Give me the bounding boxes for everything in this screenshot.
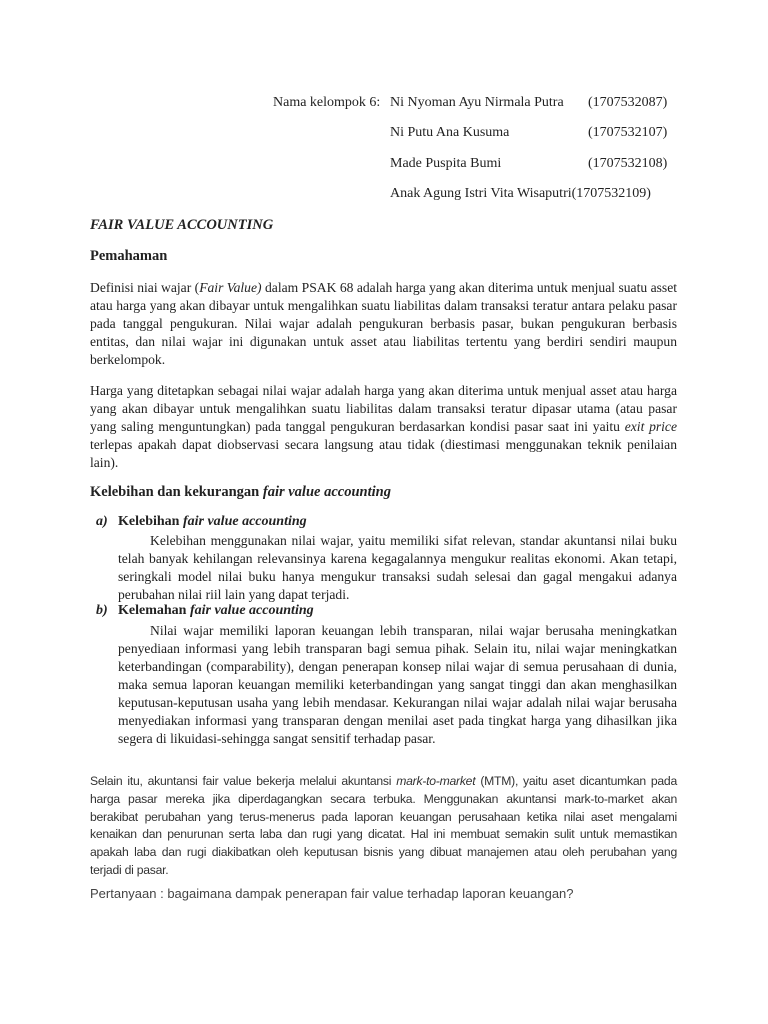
member-id: (1707532109) (571, 186, 651, 201)
member-id: (1707532107) (588, 125, 668, 140)
member-name: Ni Putu Ana Kusuma (390, 125, 510, 140)
group-label: Nama kelompok 6: (273, 95, 381, 110)
member-name: Ni Nyoman Ayu Nirmala Putra (390, 95, 564, 110)
section-heading: Pemahaman (90, 248, 168, 264)
paragraph-mark-to-market: Selain itu, akuntansi fair value bekerja melalui akuntansi mark-to-market (MTM), yaitu aset dicantumkan pada harga pasar mereka jika diperdagangkan secara terbuka. Menggunakan akuntansi mark-to-market akan berakibat perubahan yang terus-menerus pada laporan keuangan perusahaan ketika nilai aset mengalami kenaikan dan penurunan serta laba dan rugi yang dicatat. Hal ini membuat semakin sulit untuk memastikan apakah laba dan rugi diakibatkan oleh keputusan bisnis yang dibuat manajemen atau oleh perubahan yang terjadi di pasar. (90, 774, 677, 877)
subheading-weaknesses: b) Kelemahan fair value accounting (96, 603, 314, 618)
paragraph-definition: Definisi niai wajar (Fair Value) dalam PSAK 68 adalah harga yang akan diterima untuk menjual suatu asset atau harga yang akan dibayar untuk mengalihkan suatu liabilitas dalam transaksi teratur antara pelaku pasar pada tanggal pengukuran. Nilai wajar adalah pengukuran berbasis pasar, bukan pengukuran berbasis entitas, dan nilai wajar ini digunakan untuk asset atau liabilitas tertentu yang berdiri sendiri maupun berkelompok. (90, 280, 677, 367)
paragraph-price: Harga yang ditetapkan sebagai nilai wajar adalah harga yang akan diterima untuk menjual asset atau harga yang akan dibayar untuk mengalihkan suatu liabilitas dalam transaksi teratur dipasar utama (atau pasar yang saling menguntungkan) pada tanggal pengukuran berdasarkan kondisi pasar saat ini yaitu exit price terlepas apakah dapat diobservasi secara langsung atau tidak (diestimasi menggunakan teknik penilaian lain). (90, 383, 678, 470)
question-text: Pertanyaan : bagaimana dampak penerapan fair value terhadap laporan keuangan? (90, 886, 574, 901)
member-id: (1707532087) (588, 95, 668, 110)
document-title: FAIR VALUE ACCOUNTING (90, 217, 274, 233)
subheading-advantages: a) Kelebihan fair value accounting (96, 514, 307, 529)
paragraph-weaknesses: Nilai wajar memiliki laporan keuangan lebih transparan, nilai wajar berusaha meningkatkan penyediaan informasi yang lebih transparan bagi semua pihak. Selain itu, nilai wajar meningkatkan keterbandingan (comparability), dengan penerapan konsep nilai wajar di semua perusahaan di dunia, maka semua laporan keuangan memiliki keterbandingan yang sangat tinggi dan akan menghasilkan keputusan-keputusan usaha yang lebih mendasar. Kekurangan nilai wajar adalah nilai wajar berusaha menyediakan informasi yang transparan dengan menilai aset pada tingkat harga yang dihasilkan jika segera di likuidasi-sehingga sangat sensitif terhadap pasar. (118, 623, 677, 746)
member-entry (390, 186, 651, 202)
section-heading: Kelebihan dan kekurangan fair value accounting (90, 484, 391, 500)
member-id: (1707532108) (588, 156, 668, 171)
paragraph-advantages: Kelebihan menggunakan nilai wajar, yaitu memiliki sifat relevan, standar akuntansi nilai buku telah banyak kehilangan relevansinya karena kegagalannya mengukur realitas ekonomi. Akan tetapi, seringkali model nilai buku hanya mengukur transaksi sudah selesai dan gagal mengakui adanya perubahan nilai riil lain yang dapat terjadi. (118, 533, 677, 602)
member-name: Anak Agung Istri Vita Wisaputri (390, 186, 572, 201)
member-name: Made Puspita Bumi (390, 156, 502, 171)
